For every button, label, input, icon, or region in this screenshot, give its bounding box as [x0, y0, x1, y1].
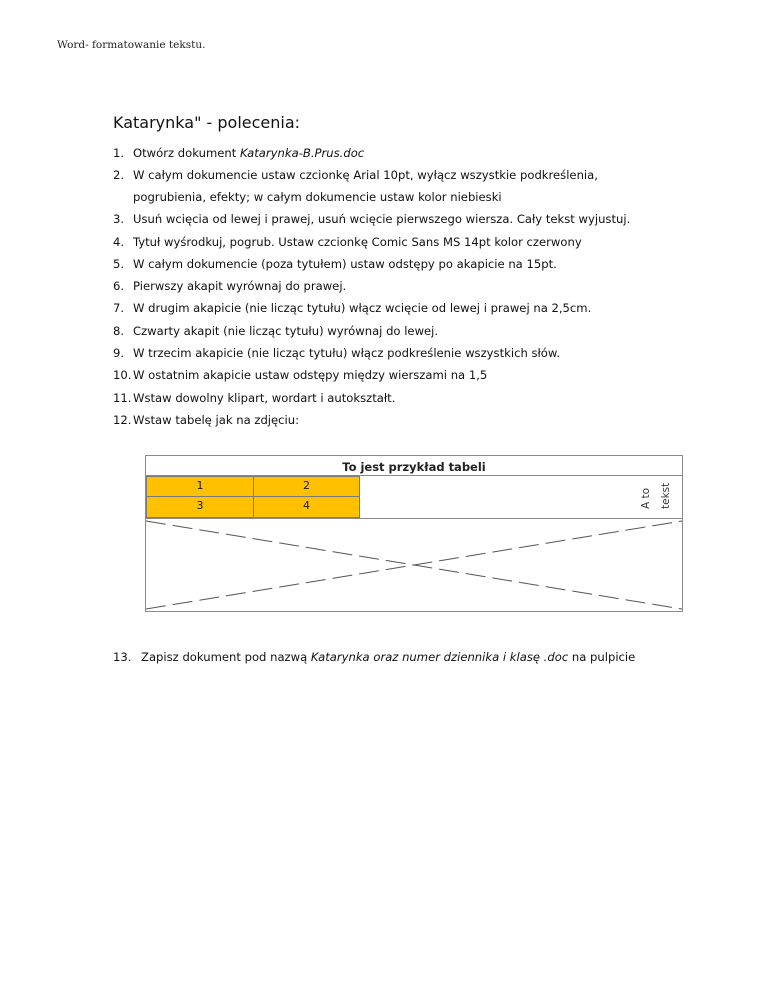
list-item [113, 364, 713, 386]
item-text: Zapisz dokument pod nazwą [141, 650, 311, 664]
sample-table-cell: 2 [253, 476, 360, 497]
item-text: W całym dokumencie (poza tytułem) ustaw odstępy po akapicie na 15pt. [133, 256, 557, 271]
item-number: 8. [113, 323, 125, 338]
list-item [113, 142, 713, 164]
sample-table-cell: 3 [146, 496, 254, 518]
sample-table-cell: 1 [146, 476, 254, 497]
sample-table-image [145, 455, 683, 612]
sample-table-vertical-text: A to [640, 487, 652, 509]
list-item [113, 342, 713, 364]
item-number: 2. [113, 168, 125, 183]
item-filename: Katarynka oraz numer dziennika i klasę .doc [310, 650, 569, 664]
item-text: Otwórz dokument [133, 146, 240, 160]
sample-table-cell: 4 [253, 496, 360, 518]
item-number: 4. [113, 234, 125, 249]
sample-table-vertical-text: tekst [660, 482, 672, 509]
instructions-list [113, 142, 713, 431]
item-number: 6. [113, 279, 125, 294]
list-item [113, 208, 713, 230]
item-number: 1. [113, 146, 125, 160]
item-filename: Katarynka-B.Prus.doc [239, 146, 365, 160]
item-text-continuation: pogrubienia, efekty; w całym dokumencie ustaw kolor niebieski [133, 190, 502, 205]
item-text: Wstaw dowolny klipart, wordart i autokształt. [133, 390, 396, 405]
item-text-suffix: na pulpicie [568, 650, 636, 664]
page-header: Word- formatowanie tekstu. [57, 39, 206, 51]
image-placeholder-cross [146, 519, 682, 611]
item-text: Wstaw tabelę jak na zdjęciu: [133, 412, 300, 427]
document-title: Katarynka" - polecenia: [113, 113, 301, 132]
list-item [113, 275, 713, 297]
list-item [113, 231, 713, 253]
list-item [113, 387, 713, 409]
item-number: 13. [113, 650, 132, 664]
item-number: 3. [113, 212, 125, 227]
item-text: Pierwszy akapit wyrównaj do prawej. [133, 279, 347, 294]
item-number: 7. [113, 301, 125, 316]
list-item [113, 253, 713, 275]
item-number: 5. [113, 256, 125, 271]
item-text: W całym dokumencie ustaw czcionkę Arial 10pt, wyłącz wszystkie podkreślenia, [133, 168, 598, 183]
list-item [113, 409, 713, 431]
item-number: 11. [113, 390, 132, 405]
item-text: Czwarty akapit (nie licząc tytułu) wyrównaj do lewej. [133, 323, 439, 338]
list-item-last [113, 650, 635, 664]
item-number: 10. [113, 368, 132, 383]
item-number: 9. [113, 346, 125, 361]
item-text: Usuń wcięcia od lewej i prawej, usuń wcięcie pierwszego wiersza. Cały tekst wyjustuj. [133, 212, 631, 227]
sample-table-caption: To jest przykład tabeli [146, 456, 682, 476]
item-number: 12. [113, 412, 132, 427]
item-text: W drugim akapicie (nie licząc tytułu) włącz wcięcie od lewej i prawej na 2,5cm. [133, 301, 592, 316]
item-text: Tytuł wyśrodkuj, pogrub. Ustaw czcionkę Comic Sans MS 14pt kolor czerwony [133, 234, 582, 249]
list-item [113, 320, 713, 342]
item-text: W ostatnim akapicie ustaw odstępy między wierszami na 1,5 [133, 368, 488, 383]
item-text: W trzecim akapicie (nie licząc tytułu) włącz podkreślenie wszystkich słów. [133, 346, 561, 361]
list-item [113, 164, 713, 208]
list-item [113, 297, 713, 319]
